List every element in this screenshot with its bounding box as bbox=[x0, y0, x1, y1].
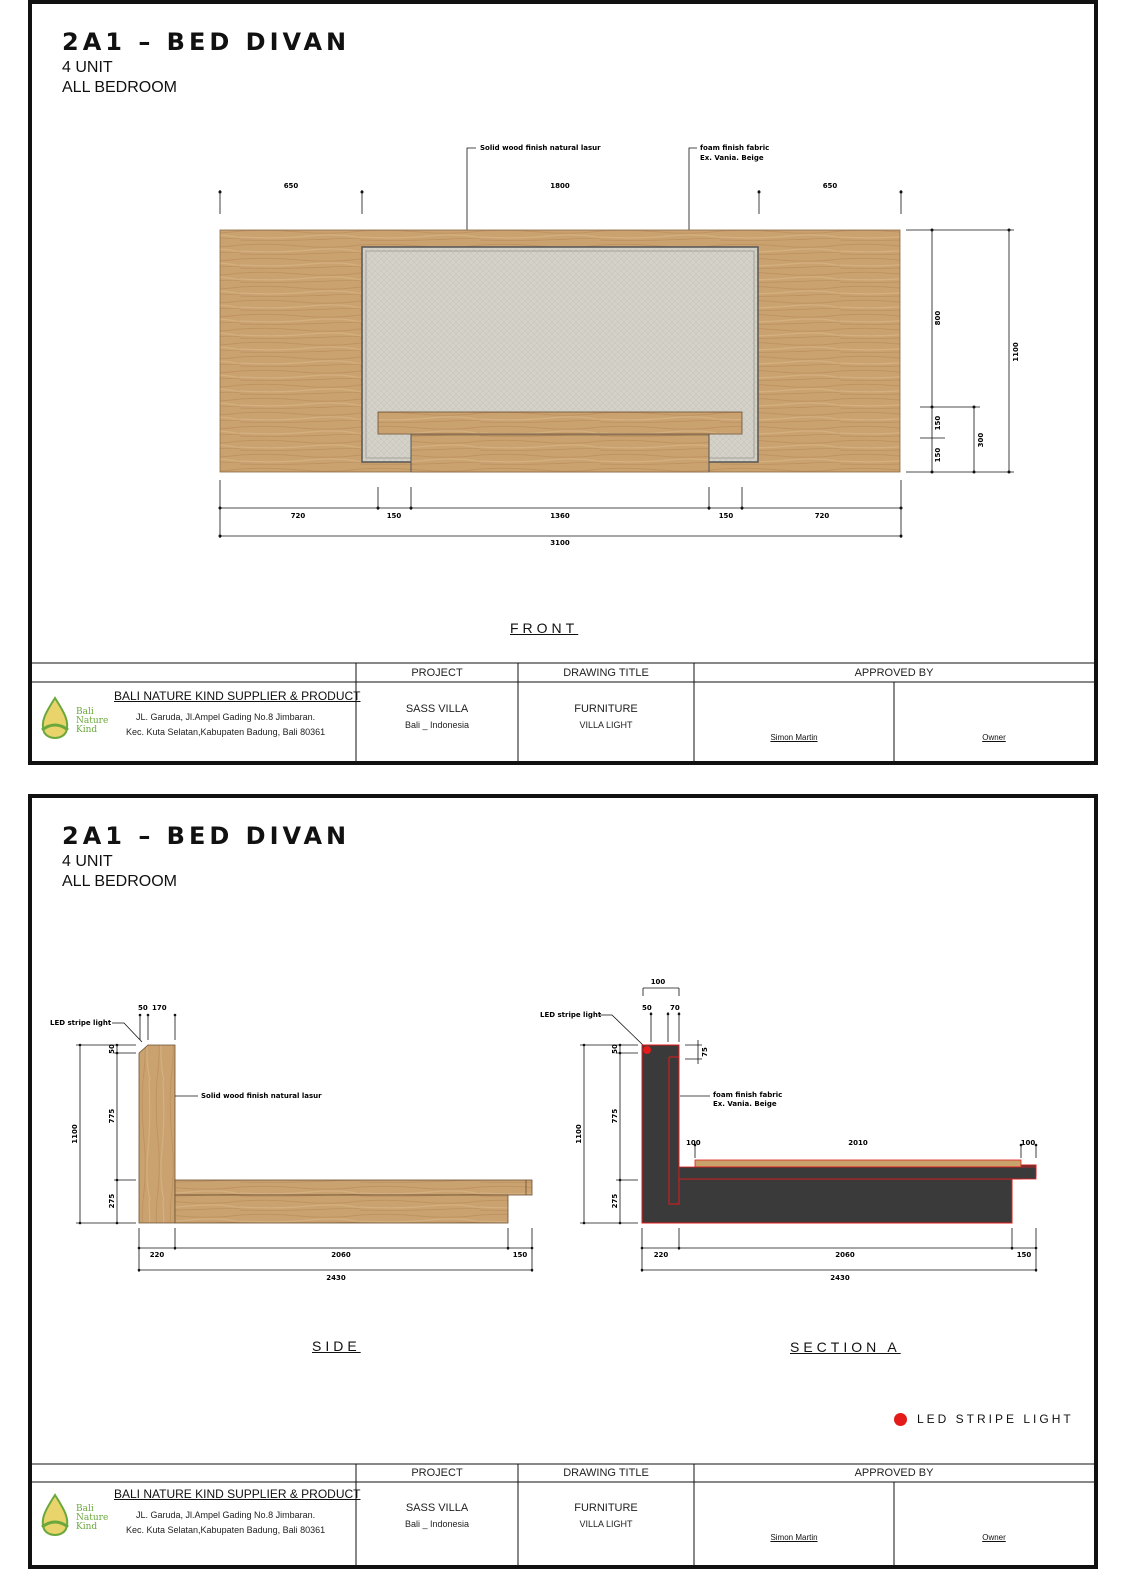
signer-name: Simon Martin bbox=[770, 1533, 818, 1542]
dim-bot-1360: 1360 bbox=[550, 512, 570, 520]
section-dim-v50: 50 bbox=[611, 1044, 619, 1054]
company-name: BALI NATURE KIND SUPPLIER & PRODUCT bbox=[114, 689, 361, 703]
section-dim-100-top: 100 bbox=[650, 978, 666, 986]
drawing-title-header: DRAWING TITLE bbox=[563, 667, 649, 679]
drawing-title: 2A1 – BED DIVAN bbox=[62, 822, 351, 850]
room-label: ALL BEDROOM bbox=[62, 873, 177, 890]
project-header: PROJECT bbox=[411, 1467, 463, 1479]
side-headboard bbox=[139, 1045, 175, 1223]
section-led-callout: LED stripe light bbox=[540, 1011, 602, 1019]
title-block bbox=[32, 662, 1094, 762]
side-dim-v50: 50 bbox=[108, 1044, 116, 1054]
side-dim-220: 220 bbox=[149, 1251, 165, 1259]
sheet-front bbox=[0, 0, 1125, 772]
dim-right-1100: 1100 bbox=[1012, 342, 1020, 362]
section-dim-2430: 2430 bbox=[830, 1274, 850, 1282]
side-bed-base bbox=[175, 1195, 508, 1223]
approved-header: APPROVED BY bbox=[854, 1467, 934, 1479]
room-label: ALL BEDROOM bbox=[62, 79, 177, 96]
section-dim-150: 150 bbox=[1016, 1251, 1032, 1259]
company-logo bbox=[38, 1493, 72, 1537]
drawing-title-sub: VILLA LIGHT bbox=[579, 1519, 633, 1529]
side-dim-1100: 1100 bbox=[71, 1124, 79, 1144]
section-foam-spec: Ex. Vania. Beige bbox=[713, 1100, 777, 1108]
section-foam-callout: foam finish fabric bbox=[713, 1091, 783, 1099]
section-dim-2010: 2010 bbox=[848, 1139, 868, 1147]
drawing-title-header: DRAWING TITLE bbox=[563, 1467, 649, 1479]
section-dim-1100: 1100 bbox=[575, 1124, 583, 1144]
company-address-2: Kec. Kuta Selatan,Kabupaten Badung, Bali 80361 bbox=[126, 1525, 326, 1535]
side-dim-2060: 2060 bbox=[331, 1251, 351, 1259]
company-address-2: Kec. Kuta Selatan,Kabupaten Badung, Bali 80361 bbox=[126, 727, 326, 737]
side-dim-775: 775 bbox=[108, 1108, 116, 1124]
dim-bot-150a: 150 bbox=[386, 512, 402, 520]
dim-top-right: 650 bbox=[822, 182, 838, 190]
dim-right-150b: 150 bbox=[934, 447, 942, 463]
bed-base-front bbox=[411, 435, 709, 472]
legend-led bbox=[894, 1412, 1074, 1426]
company-logo bbox=[38, 696, 72, 740]
callout-foam-spec: Ex. Vania. Beige bbox=[700, 154, 764, 162]
drawing-title-value: FURNITURE bbox=[574, 703, 638, 715]
side-view-drawing bbox=[0, 960, 560, 1320]
sheet-side-section bbox=[0, 780, 1125, 1569]
project-location: Bali _ Indonesia bbox=[404, 1519, 470, 1529]
side-dim-2430: 2430 bbox=[326, 1274, 346, 1282]
section-a-drawing bbox=[540, 960, 1060, 1320]
section-dim-50: 50 bbox=[642, 1004, 652, 1012]
legend-led-label: LED STRIPE LIGHT bbox=[917, 1412, 1074, 1426]
side-bed-rail bbox=[175, 1180, 532, 1195]
dim-bot-150b: 150 bbox=[718, 512, 734, 520]
section-dim-75: 75 bbox=[701, 1047, 709, 1057]
dim-right-150a: 150 bbox=[934, 415, 942, 431]
dim-overall-3100: 3100 bbox=[550, 539, 570, 547]
company-address-1: JL. Garuda, Jl.Ampel Gading No.8 Jimbaran. bbox=[136, 712, 316, 722]
title-block bbox=[32, 1463, 1094, 1565]
view-label-side: SIDE bbox=[312, 1338, 361, 1354]
section-dim-775: 775 bbox=[611, 1108, 619, 1124]
unit-count: 4 UNIT bbox=[62, 59, 113, 76]
dim-top-mid: 1800 bbox=[550, 182, 570, 190]
logo-word-1: Bali bbox=[76, 1504, 94, 1514]
side-wood-callout: Solid wood finish natural lasur bbox=[201, 1092, 322, 1100]
side-dim-150: 150 bbox=[512, 1251, 528, 1259]
drawing-title: 2A1 – BED DIVAN bbox=[62, 28, 351, 56]
section-top-panel bbox=[695, 1160, 1021, 1167]
project-name: SASS VILLA bbox=[405, 1502, 469, 1514]
side-led-callout: LED stripe light bbox=[50, 1019, 112, 1027]
logo-word-2: Nature bbox=[76, 716, 109, 726]
project-name: SASS VILLA bbox=[405, 703, 469, 715]
legend-red-dot-icon bbox=[894, 1413, 907, 1426]
drawing-title-sub: VILLA LIGHT bbox=[579, 720, 633, 730]
side-dim-50: 50 bbox=[138, 1004, 148, 1012]
logo-word-3: Kind bbox=[76, 725, 98, 735]
section-dim-100-left: 100 bbox=[686, 1139, 701, 1147]
front-elevation-drawing bbox=[0, 130, 1125, 690]
dim-top-left: 650 bbox=[283, 182, 299, 190]
side-dim-170: 170 bbox=[152, 1004, 167, 1012]
drawing-title-value: FURNITURE bbox=[574, 1502, 638, 1514]
company-address-1: JL. Garuda, Jl.Ampel Gading No.8 Jimbaran. bbox=[136, 1510, 316, 1520]
project-header: PROJECT bbox=[411, 667, 463, 679]
section-body bbox=[642, 1045, 1036, 1223]
project-location: Bali _ Indonesia bbox=[404, 720, 470, 730]
logo-word-3: Kind bbox=[76, 1522, 98, 1532]
section-dim-275: 275 bbox=[611, 1193, 619, 1209]
bed-top-rail bbox=[378, 412, 742, 434]
logo-word-1: Bali bbox=[76, 707, 94, 717]
unit-count: 4 UNIT bbox=[62, 853, 113, 870]
dim-right-300: 300 bbox=[977, 432, 985, 448]
section-dim-100-right: 100 bbox=[1020, 1139, 1036, 1147]
dim-bot-720a: 720 bbox=[290, 512, 306, 520]
view-label-front: FRONT bbox=[510, 620, 579, 636]
section-dim-220: 220 bbox=[653, 1251, 669, 1259]
section-dim-2060: 2060 bbox=[835, 1251, 855, 1259]
side-dim-275: 275 bbox=[108, 1193, 116, 1209]
section-dim-70: 70 bbox=[670, 1004, 680, 1012]
led-stripe-marker bbox=[643, 1046, 651, 1054]
approved-header: APPROVED BY bbox=[854, 667, 934, 679]
dim-bot-720b: 720 bbox=[814, 512, 830, 520]
signer-name: Simon Martin bbox=[770, 733, 818, 742]
callout-foam: foam finish fabric bbox=[700, 144, 770, 152]
logo-word-2: Nature bbox=[76, 1513, 109, 1523]
view-label-section-a: SECTION A bbox=[790, 1339, 901, 1355]
owner-signature: Owner bbox=[982, 1533, 1006, 1542]
dim-right-800: 800 bbox=[934, 310, 942, 326]
company-name: BALI NATURE KIND SUPPLIER & PRODUCT bbox=[114, 1487, 361, 1501]
callout-wood: Solid wood finish natural lasur bbox=[480, 144, 601, 152]
owner-signature: Owner bbox=[982, 733, 1006, 742]
